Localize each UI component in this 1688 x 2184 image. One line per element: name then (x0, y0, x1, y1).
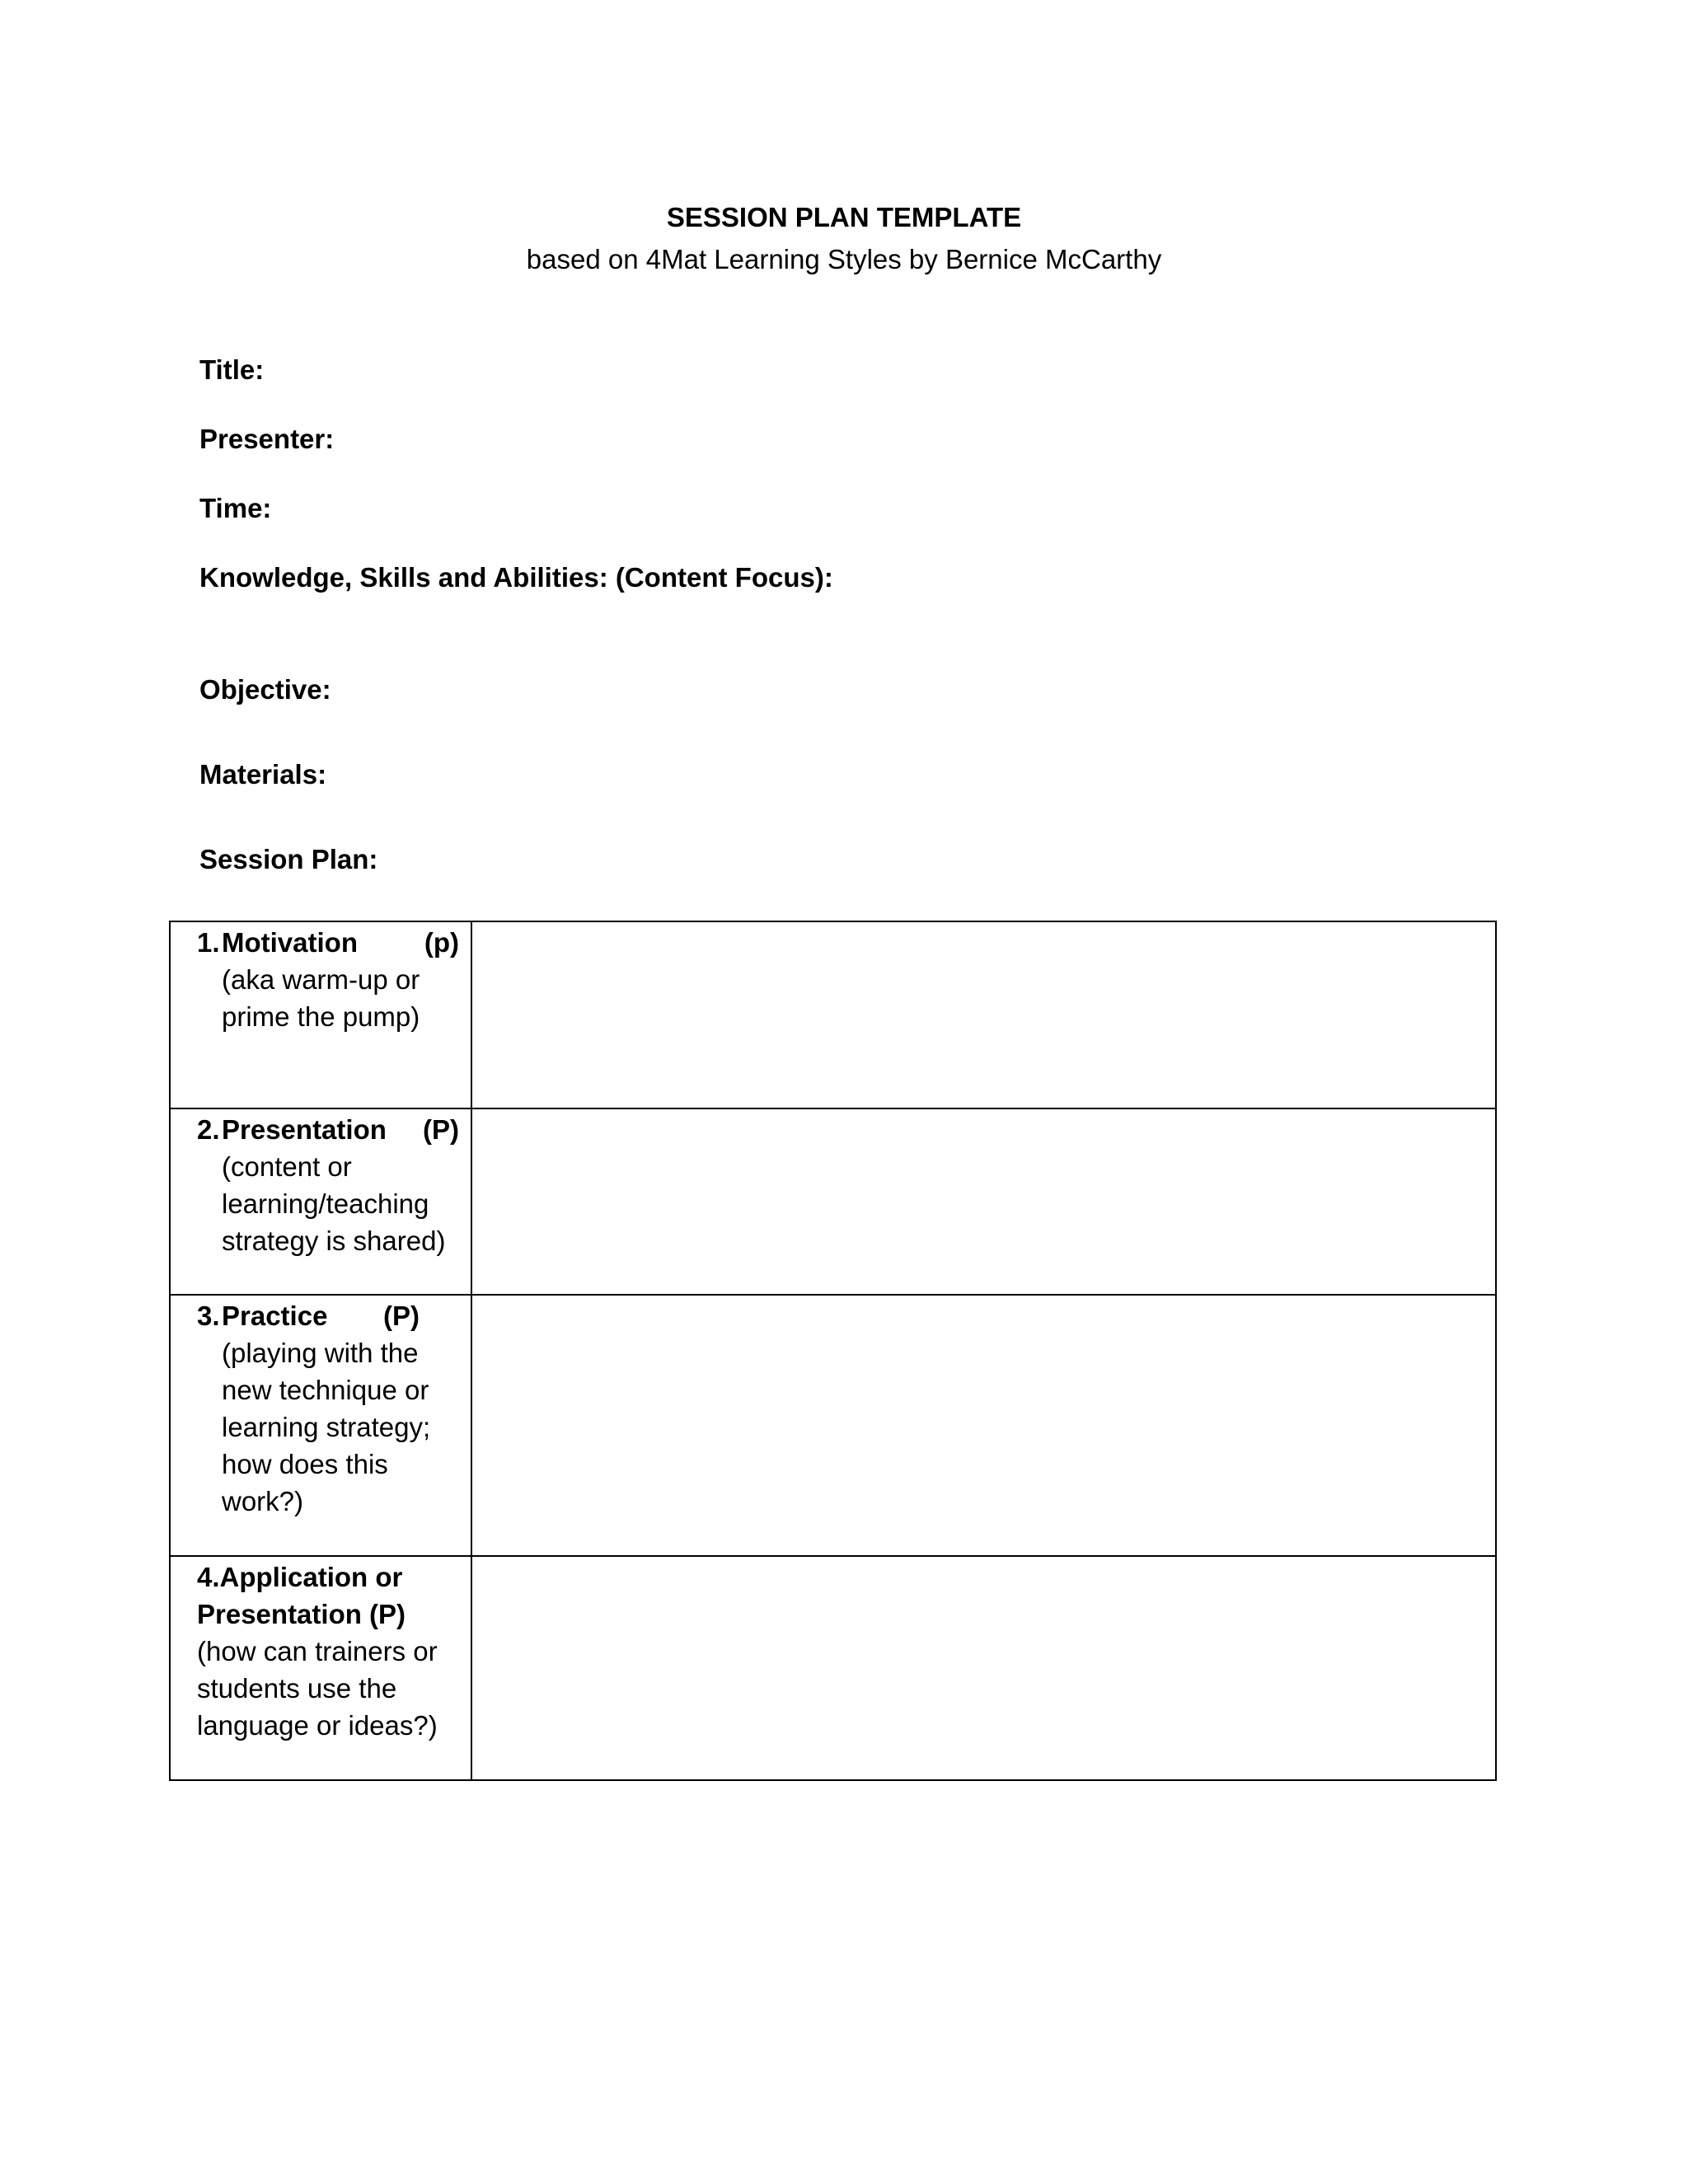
application-heading (197, 1558, 459, 1633)
row-heading: Practice (222, 1301, 328, 1331)
description-line: prime the pump) (222, 1001, 420, 1032)
description-line: (how can trainers or (197, 1636, 438, 1666)
description-line: (playing with the (222, 1338, 419, 1368)
time-field-label: Time: (199, 493, 272, 523)
document-title: SESSION PLAN TEMPLATE (666, 202, 1022, 232)
table-row (170, 1295, 1496, 1556)
practice-input-cell[interactable] (471, 1295, 1496, 1556)
row-number: 4. (197, 1562, 220, 1592)
description-line: how does this (222, 1449, 388, 1479)
description-line: work?) (222, 1486, 304, 1516)
description-line: learning/teaching (222, 1188, 429, 1219)
document-subtitle: based on 4Mat Learning Styles by Bernice McCarthy (526, 244, 1162, 274)
row-tag: (P) (383, 1301, 420, 1331)
session-plan-label: Session Plan: (199, 844, 378, 874)
ksa-field-label: Knowledge, Skills and Abilities: (Content Focus): (199, 562, 833, 593)
materials-field-label: Materials: (199, 759, 327, 790)
objective-field-label: Objective: (199, 674, 331, 705)
table-row (170, 921, 1496, 1108)
row-number: 3. (197, 1301, 220, 1331)
table-row (170, 1556, 1496, 1780)
practice-heading (197, 1297, 459, 1334)
row-heading: Application or (219, 1562, 403, 1592)
description-line: learning strategy; (222, 1412, 431, 1442)
table-row (170, 1108, 1496, 1295)
application-label-cell (170, 1556, 471, 1780)
description-line: students use the (197, 1673, 397, 1704)
application-input-cell[interactable] (471, 1556, 1496, 1780)
row-number: 1. (197, 927, 220, 958)
row-heading: Presentation (222, 1114, 387, 1145)
row-number: 2. (197, 1114, 220, 1145)
presentation-heading (197, 1111, 459, 1148)
description-line: language or ideas?) (197, 1710, 438, 1741)
description-line: (aka warm-up or (222, 964, 420, 995)
presentation-label-cell (170, 1108, 471, 1295)
presentation-input-cell[interactable] (471, 1108, 1496, 1295)
row-tag: (P) (423, 1114, 459, 1145)
description-line: new technique or (222, 1375, 429, 1405)
practice-label-cell (170, 1295, 471, 1556)
motivation-input-cell[interactable] (471, 921, 1496, 1108)
motivation-heading (197, 924, 459, 961)
title-field-label: Title: (199, 354, 265, 385)
session-plan-table (169, 921, 1497, 1781)
row-description (197, 961, 459, 1035)
row-heading-line2: Presentation (P) (197, 1599, 406, 1629)
row-tag: (p) (424, 927, 459, 958)
motivation-label-cell (170, 921, 471, 1108)
row-heading: Motivation (222, 927, 358, 958)
row-description (197, 1334, 459, 1520)
row-description (197, 1148, 459, 1259)
description-line: (content or (222, 1151, 352, 1182)
description-line: strategy is shared) (222, 1226, 446, 1256)
row-description (197, 1633, 459, 1744)
presenter-field-label: Presenter: (199, 424, 335, 454)
